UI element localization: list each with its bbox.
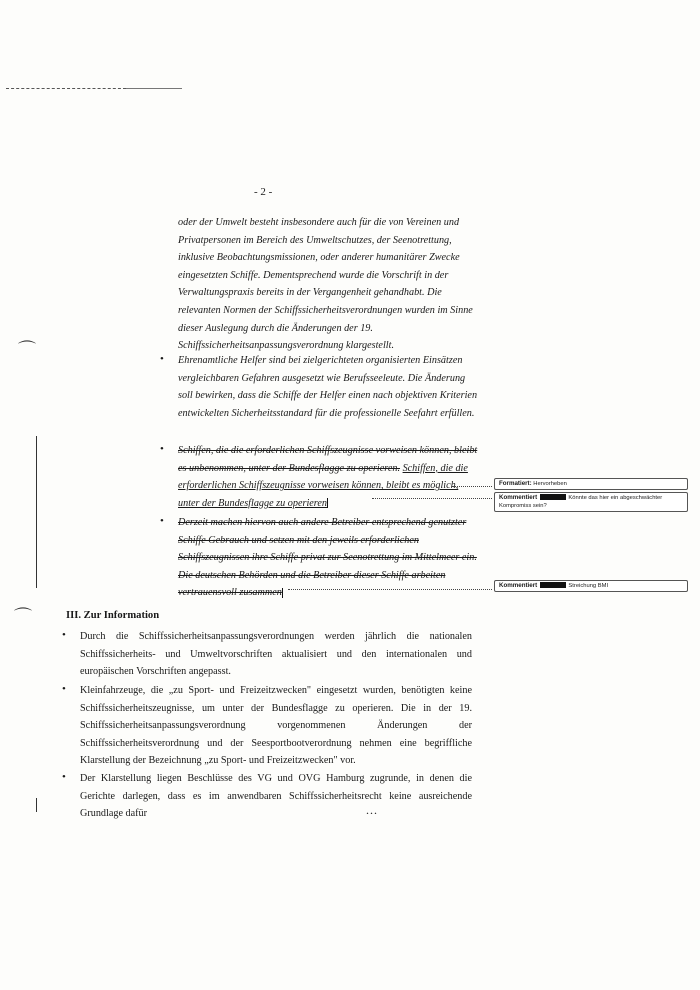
change-bar bbox=[36, 436, 37, 588]
inserted-text: Schiffen, die die erforderlichen Schiffszeugnisse vorweisen können, bleibt es möglich, unter der Bundesflagge zu operieren bbox=[178, 462, 468, 509]
info-annual-update: Durch die Schiffssicherheitsanpassungsverordnungen werden jährlich die nationalen Schiffssicherheits- und Umweltvorschriften aktualisiert und den internationalen und europäischen Vorschriften angepasst. bbox=[80, 631, 472, 678]
redaction-block bbox=[540, 494, 566, 500]
page-number: - 2 - bbox=[254, 186, 273, 198]
paragraph-continuation: oder der Umwelt besteht insbesondere auch für die von Vereinen und Privatpersonen im Bereich des Umweltschutzes, der Seenotrettung, inklusive Beobachtungsmissionen, oder anderer humanitärer Zwecke eingesetzten Schiffe. Dementsprechend wurde die Vorschrift in der Verwaltungspraxis bereits in der Vergangenheit gehandhabt. Die relevanten Normen der Schiffssicherheitsverordnungen wurden im Sinne dieser Auslegung durch die Änderungen der 19. Schiffssicherheitsanpassungsverordnung klargestellt. bbox=[178, 217, 473, 352]
continuation-marker: ... bbox=[366, 803, 378, 817]
change-bar bbox=[36, 798, 37, 812]
info-small-craft: Kleinfahrzeuge, die „zu Sport- und Freizeitzwecken" eingesetzt wurden, benötigten keine Schiffssicherheitszeugnisse, um unter der Bundesflagge zu operieren. Die in der 19. Schiffssicherheitsanpassungsverordnung vorgenommenen Änderungen der Schiffssicherheitsverordnung und der Seesportbootverordnung nehmen eine begriffliche Klarstellung der Bezeichnung „zu Sport- und Freizeitzwecken" vor. bbox=[80, 685, 472, 767]
comment-balloon-compromise[interactable] bbox=[494, 492, 688, 512]
text-cursor bbox=[327, 498, 328, 508]
bullet-marker: • bbox=[160, 443, 164, 455]
comment-connector bbox=[288, 589, 492, 590]
deleted-text: Schiffen, die die erforderlichen Schiffszeugnisse vorweisen können, bleibt es unbenommen, unter der Bundesflagge zu operieren. bbox=[178, 445, 478, 474]
comment-text: Hervorheben bbox=[533, 481, 567, 487]
deleted-text: Derzeit machen hiervon auch andere Betreiber entsprechend genutzter Schiffe Gebrauch und setzen mit den jeweils erforderlichen Schiffszeugnissen ihre Schiffe privat zur Seenotrettung im Mittelmeer ein. Die deutschen Behörden und die Betreiber dieser Schiffe arbeiten vertrauensvoll zusammen bbox=[178, 517, 477, 599]
comment-connector bbox=[452, 486, 492, 487]
bullet-marker: • bbox=[160, 353, 164, 365]
text-cursor bbox=[282, 588, 283, 598]
margin-mark-icon: ⌒ bbox=[14, 607, 32, 627]
margin-mark-icon: ⌒ bbox=[18, 340, 36, 360]
comment-text: Könnte das hier ein abgeschwächter Kompromiss sein? bbox=[499, 495, 663, 509]
comment-label: Kommentiert bbox=[499, 582, 538, 589]
header-rule-dashed bbox=[6, 88, 126, 89]
comment-balloon-format[interactable] bbox=[494, 478, 688, 490]
bullet-marker: • bbox=[62, 629, 66, 641]
comment-label: Formatiert: bbox=[499, 480, 532, 487]
comment-text: Streichung BMI bbox=[568, 583, 609, 589]
info-court-decisions: Der Klarstellung liegen Beschlüsse des VG und OVG Hamburg zugrunde, in denen die Gerichte darlegen, dass es im anwendbaren Schiffssicherheitsrecht keine ausreichende Grundlage dafür bbox=[80, 773, 472, 820]
comment-connector bbox=[372, 498, 492, 499]
comment-label: Kommentiert bbox=[499, 494, 538, 501]
redaction-block bbox=[540, 582, 566, 588]
bullet-marker: • bbox=[62, 771, 66, 783]
bullet-marker: • bbox=[62, 683, 66, 695]
section-heading: III. Zur Information bbox=[66, 610, 160, 621]
tracked-change-bullet-flag bbox=[178, 442, 478, 512]
header-rule-solid bbox=[126, 88, 182, 89]
comment-balloon-deletion[interactable] bbox=[494, 580, 688, 592]
bullet-marker: • bbox=[160, 515, 164, 527]
bullet-volunteers: Ehrenamtliche Helfer sind bei zielgerichteten organisierten Einsätzen vergleichbaren Gefahren ausgesetzt wie Berufsseeleute. Die Änderung soll bewirken, dass die Schiffe der Helfer einen nach objektiven Kriterien entwickelten Sicherheitsstandard für die professionelle Seefahrt erfüllen. bbox=[178, 355, 478, 419]
